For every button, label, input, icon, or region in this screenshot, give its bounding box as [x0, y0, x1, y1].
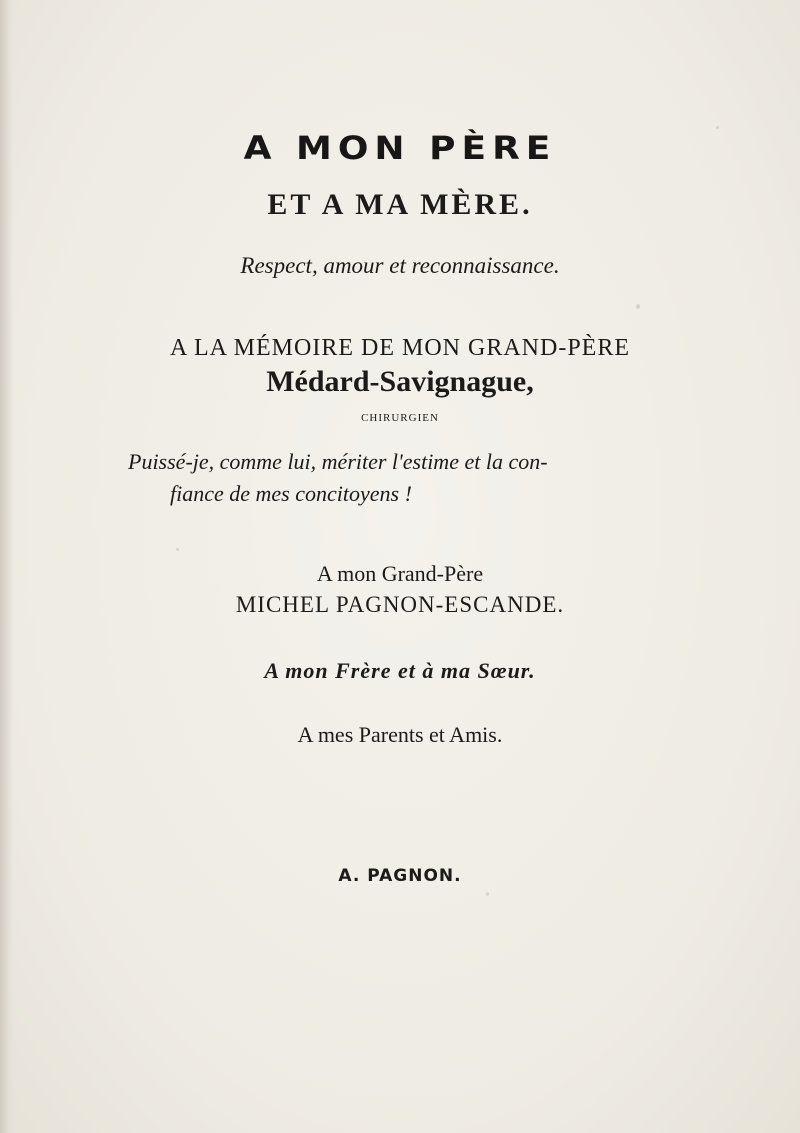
memorial-name: Médard-Savignague,	[266, 365, 534, 398]
dedication-wish	[128, 446, 728, 510]
paper-speck	[716, 126, 719, 129]
memorial-heading: A LA MÉMOIRE DE MON GRAND-PÈRE	[169, 335, 630, 361]
grandfather-heading: A mon Grand-Père	[316, 561, 484, 586]
wish-line-2: fiance de mes concitoyens !	[170, 481, 412, 506]
grandfather-name: MICHEL PAGNON-ESCANDE.	[235, 592, 565, 617]
paper-speck	[636, 304, 640, 309]
wish-line-1: Puissé-je, comme lui, mériter l'estime et la con-	[128, 449, 548, 474]
dedication-title-mother: ET A MA MÈRE.	[267, 188, 533, 221]
paper-speck	[176, 548, 179, 551]
memorial-profession: CHIRURGIEN	[361, 412, 439, 424]
paper-speck	[486, 892, 489, 896]
siblings-dedication: A mon Frère et à ma Sœur.	[264, 658, 536, 683]
dedication-title-father: A MON PÈRE	[243, 130, 557, 167]
friends-dedication: A mes Parents et Amis.	[297, 722, 503, 747]
author-signature: A. PAGNON.	[338, 866, 462, 886]
dedication-motto: Respect, amour et reconnaissance.	[240, 253, 560, 278]
